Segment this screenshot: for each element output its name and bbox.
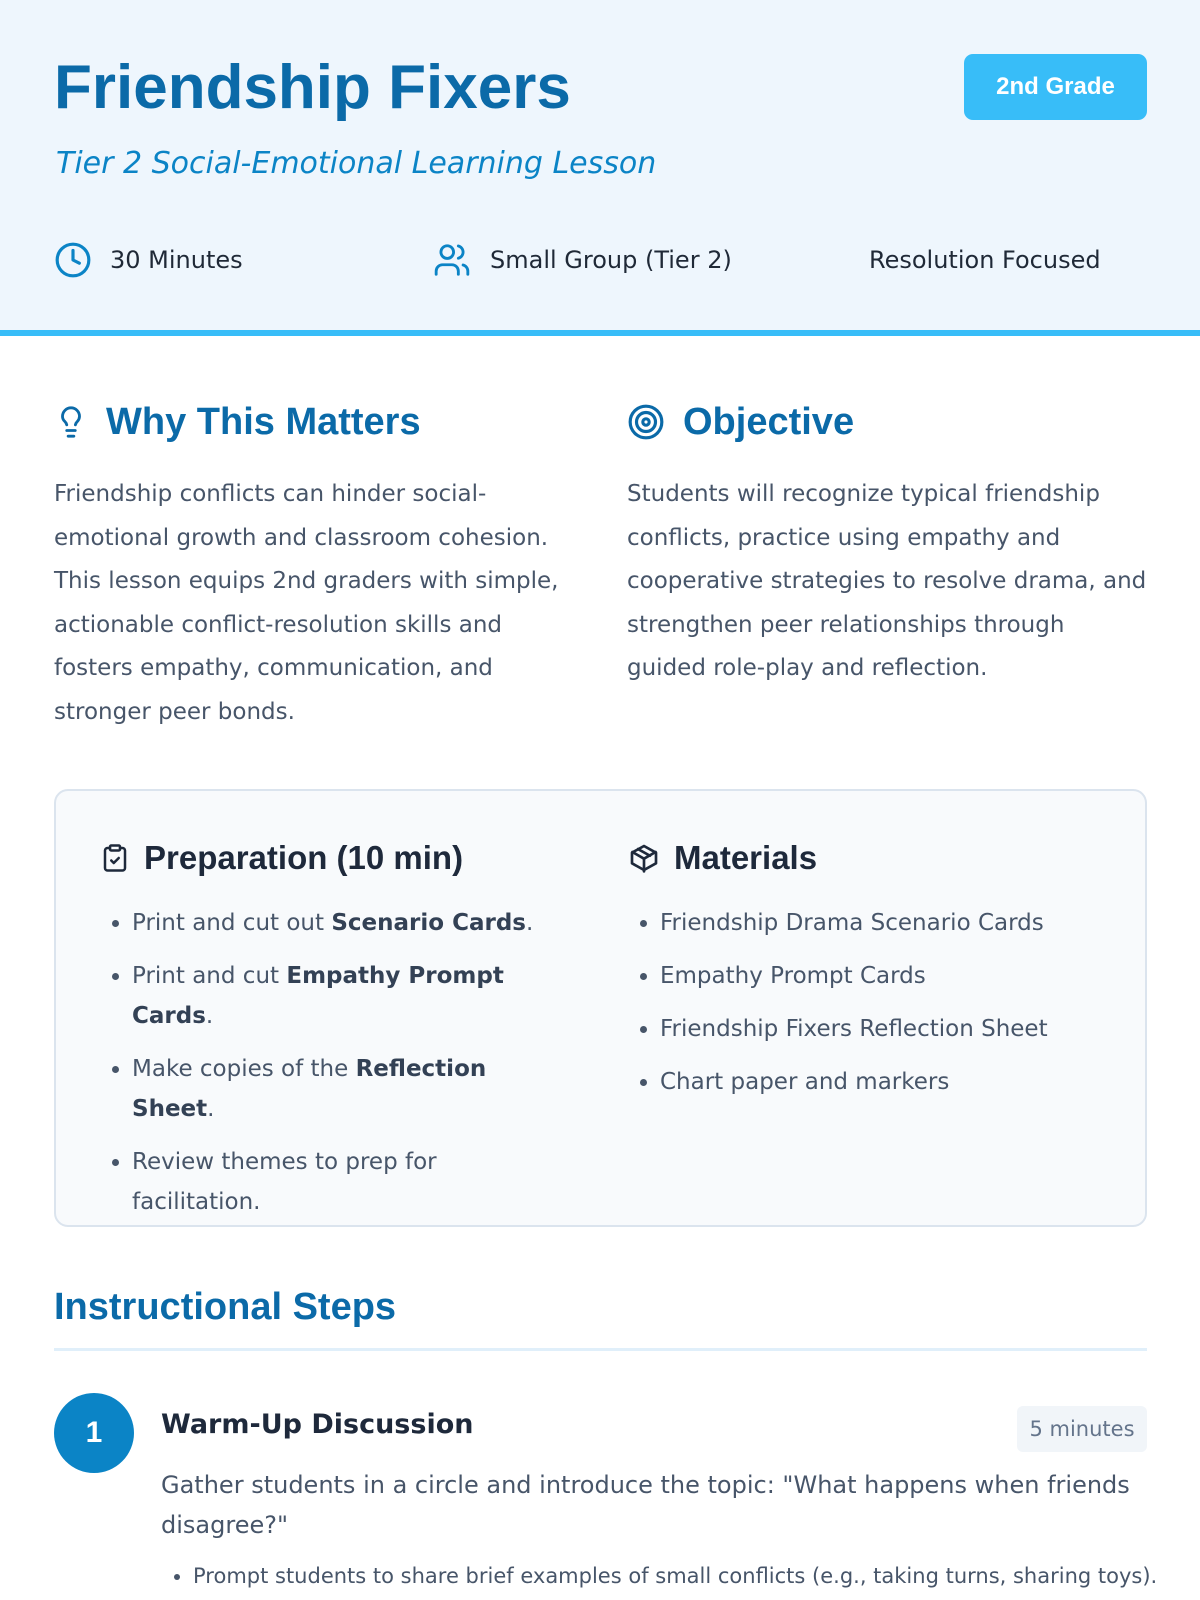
preparation-section: [100, 835, 570, 1235]
step-title: Warm-Up Discussion: [161, 1409, 474, 1440]
materials-heading: Materials: [674, 839, 818, 876]
preparation-list: [100, 903, 570, 1222]
objective-text: Students will recognize typical friendship conflicts, practice using empathy and cooperative strategies to resolve drama, and strengthen peer relationships through guided role-play and reflection.: [627, 481, 1147, 681]
list-item: • Review themes to prep for facilitation.: [132, 1142, 570, 1222]
meta-group-text: Small Group (Tier 2): [490, 246, 732, 274]
objective-section: [627, 397, 1147, 691]
lightbulb-icon: [54, 403, 88, 441]
preparation-materials-box: [54, 789, 1147, 1227]
step-description: Gather students in a circle and introduce the topic: "What happens when friends disagree?": [161, 1471, 1130, 1539]
why-text: Friendship conflicts can hinder social-emotional growth and classroom cohesion. This lesson equips 2nd graders with simple, actionable conflict-resolution skills and fosters empathy, communication, and stronger peer bonds.: [54, 481, 559, 725]
steps-heading: Instructional Steps: [54, 1286, 397, 1328]
list-item: • Empathy Prompt Cards: [660, 956, 1108, 996]
list-item: • Print and cut Empathy Prompt Cards.: [132, 956, 570, 1036]
list-item: • Print and cut out Scenario Cards.: [132, 903, 570, 943]
preparation-heading: Preparation (10 min): [144, 839, 464, 876]
lesson-header: [0, 0, 1200, 336]
list-item: • Friendship Drama Scenario Cards: [660, 903, 1108, 943]
list-item: • Friendship Fixers Reflection Sheet: [660, 1009, 1108, 1049]
target-icon: [627, 403, 665, 441]
meta-focus: [869, 240, 1101, 280]
list-item: • Make copies of the Reflection Sheet.: [132, 1049, 570, 1129]
step-number-badge: 1: [54, 1393, 134, 1473]
materials-list: [628, 903, 1108, 1102]
meta-group: [432, 240, 732, 280]
list-item: • Prompt students to share brief examples of small conflicts (e.g., taking turns, sharing toys).: [193, 1556, 1183, 1596]
list-item: • Chart paper and markers: [660, 1062, 1108, 1102]
step-duration-badge: 5 minutes: [1017, 1406, 1147, 1452]
meta-duration-text: 30 Minutes: [110, 246, 243, 274]
package-icon: [628, 841, 660, 875]
meta-focus-text: Resolution Focused: [869, 246, 1101, 274]
clock-icon: [54, 241, 92, 279]
clipboard-check-icon: [100, 841, 130, 875]
grade-badge: 2nd Grade: [964, 54, 1147, 120]
objective-heading: Objective: [683, 400, 855, 443]
step-bullet-list: [161, 1556, 1183, 1596]
page-subtitle: Tier 2 Social-Emotional Learning Lesson: [56, 146, 657, 181]
why-section: [54, 397, 584, 734]
meta-duration: [54, 240, 243, 280]
materials-section: [628, 835, 1108, 1115]
divider: [54, 1348, 1147, 1351]
page-title: Friendship Fixers: [54, 53, 571, 122]
why-heading: Why This Matters: [106, 400, 421, 443]
users-icon: [432, 241, 472, 279]
